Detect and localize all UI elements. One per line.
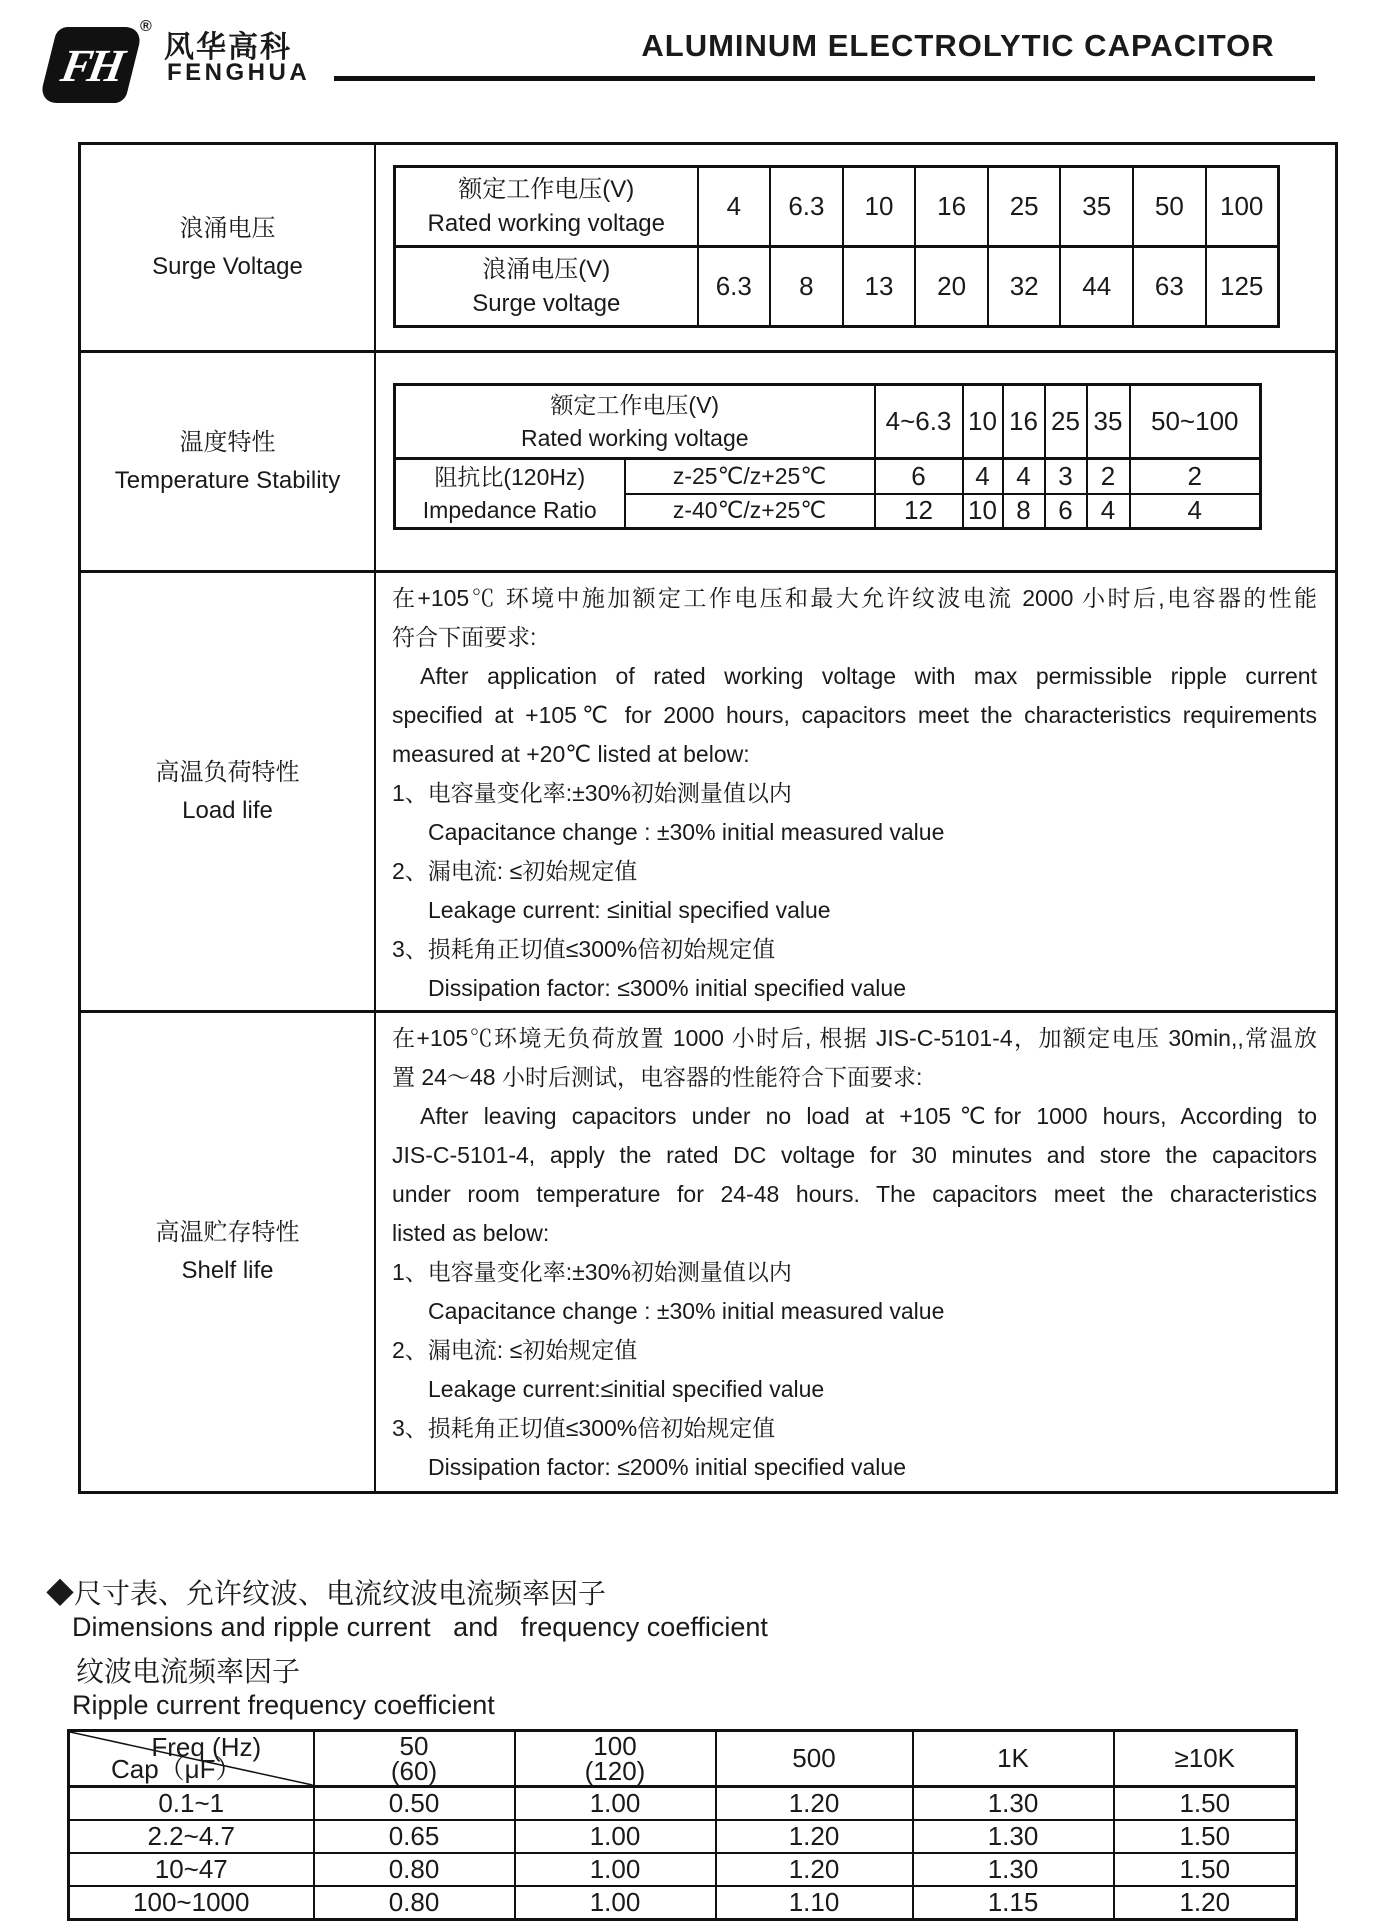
- temperature-content-cell: [376, 350, 1335, 570]
- cap-axis-label: Cap（μF）: [110, 1754, 242, 1784]
- cap-range-cell: 100~1000: [69, 1886, 314, 1920]
- ripple-frequency-table: [67, 1729, 1298, 1921]
- surge-label-cn: 浪涌电压: [179, 214, 276, 242]
- coefficient-cell: 1.10: [716, 1886, 913, 1920]
- shelf-life-line: Capacitance change : ±30% initial measured value: [428, 1298, 945, 1324]
- rated-voltage-value: 16: [915, 167, 988, 247]
- shelf-life-label-cn: 高温贮存特性: [155, 1219, 300, 1246]
- freq-data-row: [69, 1853, 1297, 1886]
- surge-voltage-table: [393, 165, 1280, 328]
- z40-value: 8: [1003, 494, 1045, 529]
- temp-rated-voltage-row: [395, 385, 1261, 459]
- temp-voltage-col: 4~6.3: [875, 385, 963, 459]
- rated-voltage-label-cn: 额定工作电压(V): [458, 175, 635, 203]
- rated-voltage-value: 50: [1133, 167, 1206, 247]
- rated-voltage-header-cell: [395, 167, 698, 247]
- freq-header-line1: 500: [792, 1743, 836, 1773]
- shelf-life-line: Leakage current:≤initial specified value: [428, 1376, 825, 1402]
- temp-voltage-col: 50~100: [1130, 385, 1261, 459]
- rated-voltage-value: 10: [843, 167, 916, 247]
- z25-value: 3: [1045, 459, 1087, 494]
- temp-voltage-col: 35: [1087, 385, 1130, 459]
- registered-mark: ®: [140, 18, 152, 35]
- load-life-line: 3、损耗角正切值≤300%倍初始规定值: [392, 936, 776, 962]
- brand-name-en: FENGHUA: [167, 59, 311, 86]
- z40-condition-cell: z-40℃/z+25℃: [625, 494, 875, 529]
- brand-name-cn: 风华高科: [164, 31, 292, 64]
- freq-header-cell: [716, 1731, 913, 1787]
- coefficient-cell: 1.30: [913, 1820, 1114, 1853]
- shelf-life-label-en: Shelf life: [181, 1257, 274, 1284]
- rated-voltage-value: 100: [1206, 167, 1279, 247]
- ripple-subheading-en: Ripple current frequency coefficient: [72, 1690, 495, 1720]
- rated-voltage-value: 25: [988, 167, 1061, 247]
- surge-voltage-value: 8: [770, 247, 843, 327]
- coefficient-cell: 0.80: [314, 1886, 515, 1920]
- shelf-life-line: 1、电容量变化率:±30%初始测量值以内: [392, 1259, 792, 1285]
- load-life-line: 2、漏电流: ≤初始规定值: [392, 858, 638, 884]
- temperature-label-cell: [81, 350, 376, 570]
- impedance-z25-row: [395, 459, 1261, 494]
- coefficient-cell: 1.50: [1114, 1820, 1297, 1853]
- surge-content-cell: [376, 145, 1335, 350]
- shelf-life-line: JIS-C-5101-4, apply the rated DC voltage for 30 minutes and store the capacitors: [392, 1142, 1317, 1168]
- temperature-table: [393, 383, 1262, 530]
- freq-header-line1: 100: [593, 1730, 637, 1761]
- coefficient-cell: 1.20: [716, 1820, 913, 1853]
- freq-header-cell: [1114, 1731, 1297, 1787]
- surge-voltage-value: 6.3: [698, 247, 771, 327]
- surge-label-cell: [81, 145, 376, 350]
- coefficient-cell: 1.00: [515, 1820, 716, 1853]
- surge-voltage-header-cell: [395, 247, 698, 327]
- load-life-label-en: Load life: [182, 796, 273, 824]
- coefficient-cell: 1.15: [913, 1886, 1114, 1920]
- logo-monogram: FH: [57, 39, 125, 91]
- coefficient-cell: 1.50: [1114, 1787, 1297, 1821]
- coefficient-cell: 0.80: [314, 1853, 515, 1886]
- dimensions-heading-en: Dimensions and ripple current and frequency coefficient: [72, 1612, 768, 1642]
- page-title: ALUMINUM ELECTROLYTIC CAPACITOR: [641, 28, 1275, 63]
- surge-voltage-value: 32: [988, 247, 1061, 327]
- shelf-life-line: After leaving capacitors under no load at +105℃for 1000 hours, According to: [420, 1103, 1317, 1129]
- freq-header-line2: (60): [390, 1755, 438, 1786]
- z25-value: 4: [1003, 459, 1045, 494]
- fenghua-logo-icon: [39, 27, 144, 103]
- temp-rated-label-cn: 额定工作电压(V): [550, 391, 720, 418]
- freq-header-row: [69, 1731, 1297, 1787]
- impedance-ratio-label-en: Impedance Ratio: [422, 496, 597, 523]
- load-life-line: 1、电容量变化率:±30%初始测量值以内: [392, 780, 792, 806]
- freq-data-row: [69, 1820, 1297, 1853]
- load-life-line: Dissipation factor: ≤300% initial specified value: [428, 975, 906, 1001]
- coefficient-cell: 1.20: [716, 1853, 913, 1886]
- freq-data-row: [69, 1787, 1297, 1821]
- freq-axis-label: Freq (Hz): [151, 1732, 262, 1762]
- z25-condition-cell: z-25℃/z+25℃: [625, 459, 875, 494]
- rated-voltage-value: 4: [698, 167, 771, 247]
- surge-voltage-value: 125: [1206, 247, 1279, 327]
- surge-voltage-value: 63: [1133, 247, 1206, 327]
- z40-value: 12: [875, 494, 963, 529]
- z40-value: 6: [1045, 494, 1087, 529]
- ripple-subheading-cn: 纹波电流频率因子: [76, 1656, 301, 1687]
- shelf-life-label-cell: [81, 1010, 376, 1491]
- surge-voltage-value: 13: [843, 247, 916, 327]
- header-rule: [334, 76, 1315, 81]
- cap-range-cell: 2.2~4.7: [69, 1820, 314, 1853]
- coefficient-cell: 1.20: [1114, 1886, 1297, 1920]
- coefficient-cell: 1.50: [1114, 1853, 1297, 1886]
- coefficient-cell: 1.20: [716, 1787, 913, 1821]
- coefficient-cell: 1.00: [515, 1787, 716, 1821]
- z25-value: 2: [1087, 459, 1130, 494]
- shelf-life-line: 在+105℃环境无负荷放置 1000 小时后, 根据 JIS-C-5101-4，加额定电压 30min,,常温放: [392, 1025, 1317, 1051]
- z40-value: 10: [963, 494, 1003, 529]
- surge-label-en: Surge Voltage: [152, 252, 303, 280]
- z25-value: 4: [963, 459, 1003, 494]
- rated-voltage-value: 35: [1060, 167, 1133, 247]
- coefficient-cell: 1.00: [515, 1886, 716, 1920]
- surge-voltage-label-en: Surge voltage: [472, 289, 621, 317]
- rated-voltage-label-en: Rated working voltage: [427, 209, 665, 237]
- temp-voltage-col: 25: [1045, 385, 1087, 459]
- rated-voltage-row: [395, 167, 1279, 247]
- temp-voltage-col: 10: [963, 385, 1003, 459]
- spec-table: [78, 142, 1338, 1494]
- load-life-line: Leakage current: ≤initial specified value: [428, 897, 831, 923]
- shelf-life-line: listed as below:: [392, 1220, 550, 1246]
- coefficient-cell: 0.50: [314, 1787, 515, 1821]
- freq-data-row: [69, 1886, 1297, 1920]
- load-life-label-cn: 高温负荷特性: [155, 758, 300, 786]
- z40-value: 4: [1087, 494, 1130, 529]
- rated-voltage-value: 6.3: [770, 167, 843, 247]
- load-life-line: Capacitance change : ±30% initial measured value: [428, 819, 945, 845]
- surge-voltage-label-cn: 浪涌电压(V): [482, 255, 611, 283]
- coefficient-cell: 1.30: [913, 1787, 1114, 1821]
- shelf-life-line: 置 24～48 小时后测试，电容器的性能符合下面要求:: [392, 1064, 923, 1090]
- z25-value: 6: [875, 459, 963, 494]
- freq-header-cell: [515, 1731, 716, 1787]
- shelf-life-line: 2、漏电流: ≤初始规定值: [392, 1337, 638, 1363]
- freq-header-cell: [314, 1731, 515, 1787]
- dimensions-heading-cn: ◆尺寸表、允许纹波、电流纹波电流频率因子: [46, 1578, 607, 1609]
- surge-voltage-row: [395, 247, 1279, 327]
- impedance-ratio-label-cell: [395, 459, 625, 529]
- freq-header-cell: [913, 1731, 1114, 1787]
- load-life-line: measured at +20℃ listed at below:: [392, 741, 750, 767]
- load-life-label-cell: [81, 570, 376, 1010]
- temperature-label-cn: 温度特性: [179, 428, 276, 456]
- cap-range-cell: 10~47: [69, 1853, 314, 1886]
- load-life-line: After application of rated working voltage with max permissible ripple current: [420, 663, 1317, 689]
- freq-header-line1: 50: [399, 1730, 429, 1761]
- z25-value: 2: [1130, 459, 1261, 494]
- freq-header-line1: 1K: [997, 1743, 1029, 1773]
- coefficient-cell: 1.00: [515, 1853, 716, 1886]
- temp-voltage-col: 16: [1003, 385, 1045, 459]
- surge-voltage-value: 20: [915, 247, 988, 327]
- coefficient-cell: 1.30: [913, 1853, 1114, 1886]
- shelf-life-line: under room temperature for 24-48 hours. The capacitors meet the characteristics: [392, 1181, 1317, 1207]
- z40-value: 4: [1130, 494, 1261, 529]
- freq-header-line1: ≥10K: [1174, 1743, 1236, 1773]
- freq-header-line2: (120): [584, 1755, 646, 1786]
- impedance-ratio-label-cn: 阻抗比(120Hz): [434, 463, 586, 490]
- load-life-line: 符合下面要求:: [392, 624, 537, 650]
- load-life-text-cell: [376, 570, 1335, 1010]
- freq-cap-diagonal-cell: [69, 1731, 314, 1787]
- shelf-life-line: 3、损耗角正切值≤300%倍初始规定值: [392, 1415, 776, 1441]
- shelf-life-line: Dissipation factor: ≤200% initial specified value: [428, 1454, 906, 1480]
- load-life-line: specified at +105℃ for 2000 hours, capacitors meet the characteristics requirements: [392, 702, 1317, 728]
- coefficient-cell: 0.65: [314, 1820, 515, 1853]
- shelf-life-text-cell: [376, 1010, 1335, 1491]
- temp-rated-label-en: Rated working voltage: [520, 424, 749, 451]
- surge-voltage-value: 44: [1060, 247, 1133, 327]
- cap-range-cell: 0.1~1: [69, 1787, 314, 1821]
- temperature-label-en: Temperature Stability: [114, 466, 341, 494]
- load-life-line: 在+105℃ 环境中施加额定工作电压和最大允许纹波电流 2000 小时后,电容器的性能: [392, 585, 1317, 611]
- temp-rated-voltage-header-cell: [395, 385, 875, 459]
